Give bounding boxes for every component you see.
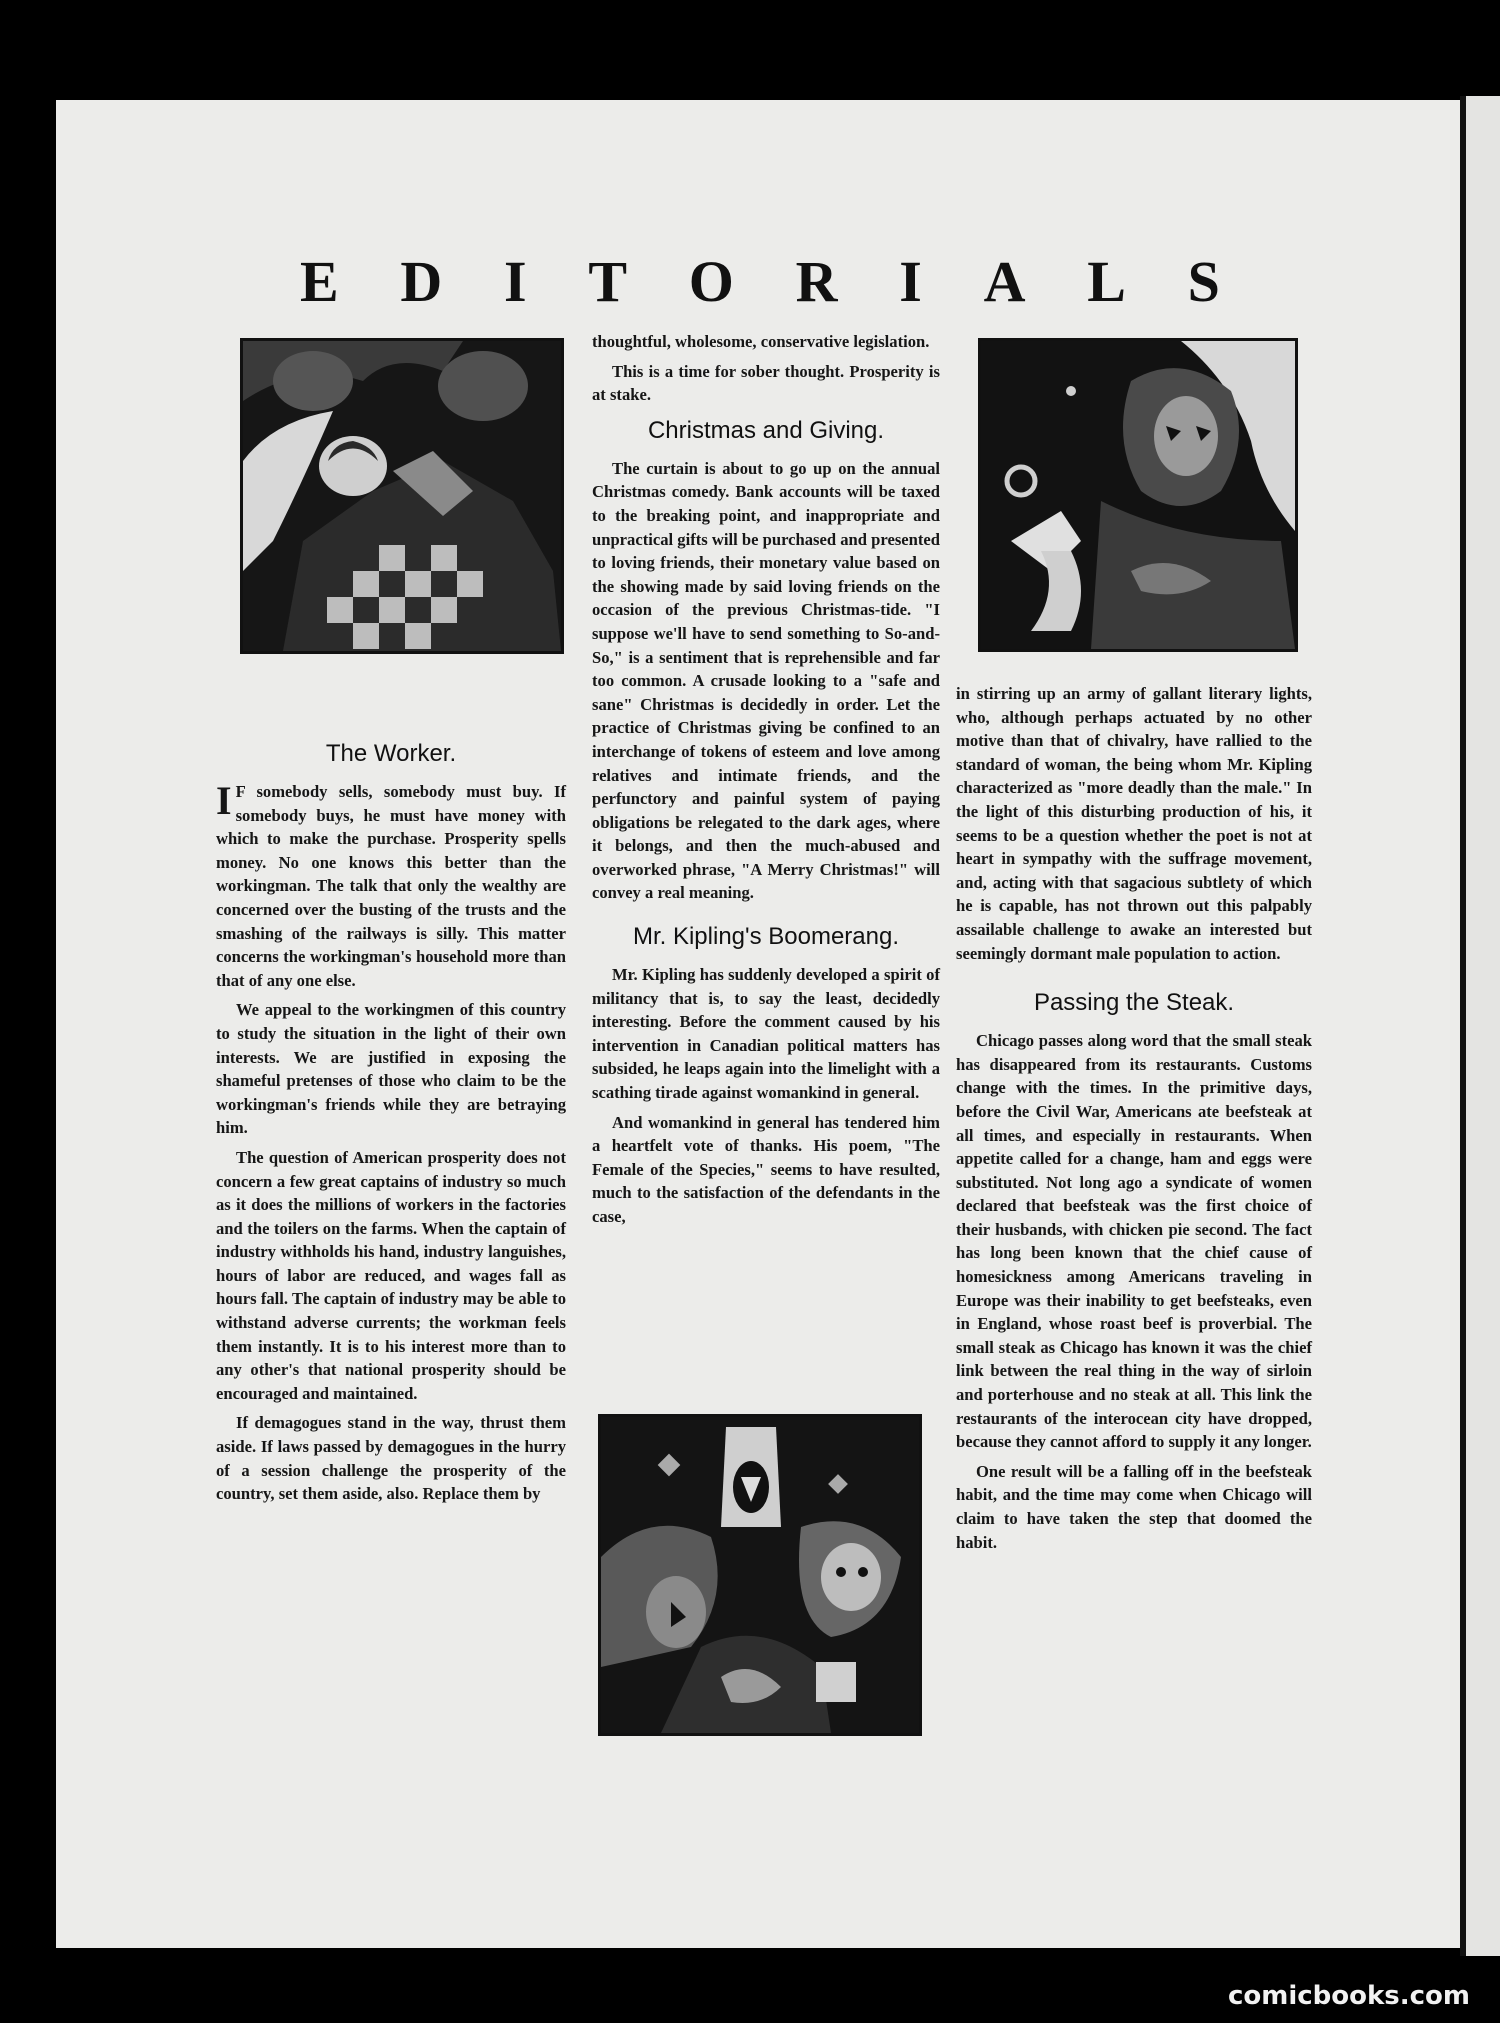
title-letter: E [300,249,339,314]
article-heading-christmas: Christmas and Giving. [647,416,885,444]
title-letter: T [588,249,628,314]
title-letter: I [899,249,922,314]
article-paragraph: We appeal to the workingmen of this country to study the situation in the light of their own interests. We are justified in exposing the shameful pretenses of those who claim to be the workingman's friends while they are betraying him. [216,1000,566,1138]
article-paragraph: If demagogues stand in the way, thrust them aside. If laws passed by demagogues in the hurry of a session challenge the prosperity of the country, set them aside, also. Replace them by [216,1413,566,1504]
article-paragraph: This is a time for sober thought. Prosperity is at stake. [592,361,940,405]
illustration-mother-child [240,338,564,654]
article-paragraph: And womankind in general has tendered him a heartfelt vote of thanks. His poem, "The Female of the Species," seems to have resulted, much to the satisfaction of the defendants in the case, [592,1112,940,1226]
column-left [216,730,566,1512]
column-middle [592,330,940,1235]
article-paragraph: One result will be a falling off in the beefsteak habit, and the time may come when Chicago will claim to have taken the step that doomed the habit. [956,1461,1312,1552]
page-title [300,248,1220,315]
article-paragraph: Mr. Kipling has suddenly developed a spirit of militancy that is, to say the least, decidedly interesting. Before the comment caused by his intervention in Canadian political matters has subsided, he leaps again into the limelight with a scathing tirade against womankind in general. [592,965,940,1103]
article-heading-steak: Passing the Steak. [1033,989,1235,1017]
article-paragraph: thoughtful, wholesome, conservative legislation. [592,332,930,351]
illustration-gathering-figures [598,1414,922,1736]
article-paragraph: I F somebody sells, somebody must buy. If somebody buys, he must have money with which to make the purchase. Prosperity spells money. No one knows this better than the workingman. The talk that only the wealthy are concerned over the busting of the trusts and the smashing of the railways is silly. This matter concerns the workingman's household more than that of any one else. [216,778,566,990]
adjacent-page-edge [1466,96,1500,1956]
title-letter: I [504,249,527,314]
title-letter: D [400,249,443,314]
illustration-mystic-figure [978,338,1298,652]
article-paragraph: in stirring up an army of gallant literary lights, who, although perhaps actuated by no other motive than that of chivalry, have rallied to the standard of woman, the being whom Mr. Kipling characterized as "more deadly than the male." In the light of this disturbing production of his, it seems to be a question whether the poet is not at heart in sympathy with the suffrage movement, and, acting with that sagacious subtlety of which he is capable, has not thrown out this palpably assailable challenge to awake an interested but seemingly dormant male population to action. [956,684,1312,963]
title-letter: R [795,249,838,314]
title-letter: A [983,249,1026,314]
title-letter: O [688,249,734,314]
article-paragraph: The curtain is about to go up on the annual Christmas comedy. Bank accounts will be taxed to the breaking point, and inappropriate and unpractical gifts will be purchased and presented to loving friends, their monetary value based on the showing made by said loving friends on the occasion of the previous Christmas-tide. "I suppose we'll have to send something to So-and-So," is a sentiment that is reprehensible and far too common. A crusade looking to a "safe and sane" Christmas is decidedly in order. Let the practice of Christmas giving be confined to an interchange of tokens of esteem and love among relatives and intimate friends, and the perfunctory and painful system of paying obligations be relegated to the dark ages, where it belongs, and then the much-abused and overworked phrase, "A Merry Christmas!" will convey a real meaning. [592,458,940,903]
title-letter: S [1187,249,1220,314]
column-right [956,682,1312,1560]
article-paragraph: Chicago passes along word that the small steak has disappeared from its restaurants. Customs change with the times. In the primitive days, before the Civil War, Americans ate beefsteak at all times, and especially in restaurants. When appetite called for a change, ham and eggs were substituted. Not long ago a syndicate of women declared that beefsteak was the first choice of their husbands, with chicken pie second. The fact has long been known that the chief cause of homesickness among Americans traveling in Europe was their inability to get beefsteaks, even in England, whose roast beef is proverbial. The small steak as Chicago has known it was the chief link between the real thing in the way of sirloin and porterhouse and no steak at all. This link the restaurants of the interocean city have dropped, because they cannot afford to supply it any longer. [956,1031,1312,1452]
article-paragraph: The question of American prosperity does not concern a few great captains of industry so much as it does the millions of workers in the factories and the toilers on the farms. When the captain of industry withholds his hand, industry languishes, hours of labor are reduced, and wages fall as hours fall. The captain of industry may be able to withstand adverse currents; the workman feels them instantly. It is to his interest more than to any other's that national prosperity should be encouraged and maintained. [216,1147,566,1403]
site-watermark: comicbooks.com [1227,1981,1470,2011]
drop-cap: I [216,778,232,823]
article-heading-worker: The Worker. [325,740,457,767]
article-heading-kipling: Mr. Kipling's Boomerang. [632,923,900,951]
title-letter: L [1087,249,1126,314]
